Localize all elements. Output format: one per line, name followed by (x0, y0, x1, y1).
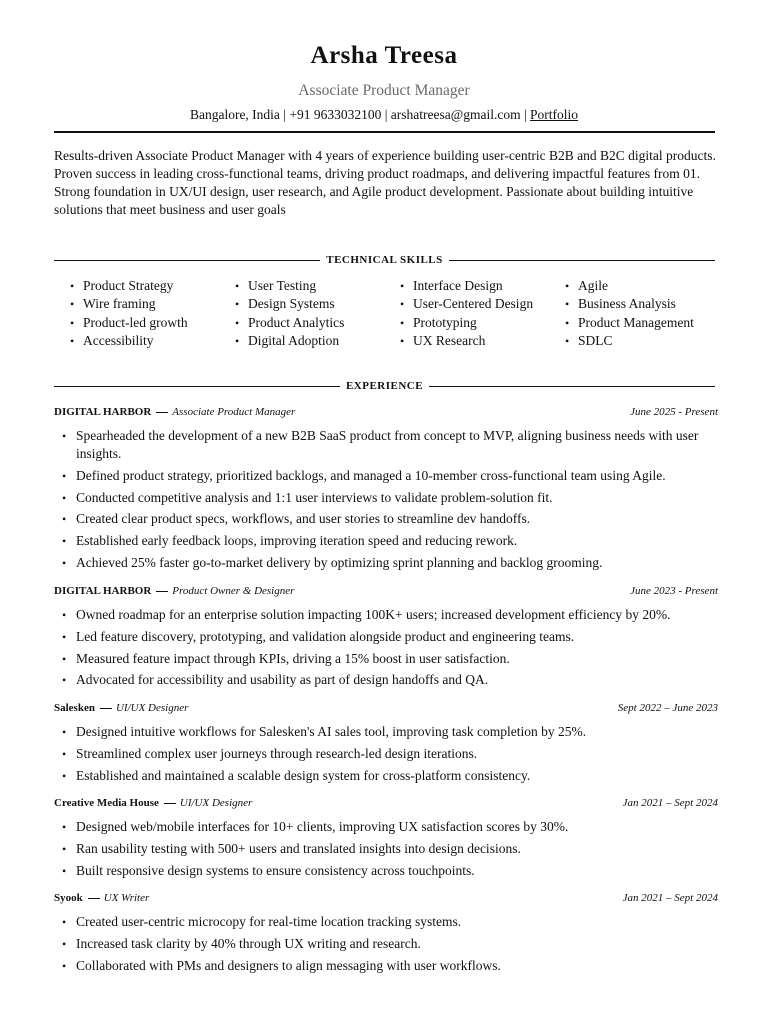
job-title: Associate Product Manager (172, 406, 296, 418)
skill-item: • Product Management (565, 314, 715, 332)
skills-column-4 (565, 277, 715, 350)
skill-item: • UX Research (400, 332, 565, 350)
skill-item: • Wire framing (70, 295, 235, 313)
job-bullet: • Advocated for accessibility and usability as part of design handoffs and QA. (54, 671, 718, 689)
job-company: DIGITAL HARBOR (54, 406, 152, 418)
job-bullet: • Designed intuitive workflows for Salesken's AI sales tool, improving task completion by 25%. (54, 723, 718, 741)
skill-item: • User Testing (235, 277, 400, 295)
skill-item: • Digital Adoption (235, 332, 400, 350)
job-bullet: • Defined product strategy, prioritized backlogs, and managed a 10-member cross-functional team using Agile. (54, 467, 718, 485)
job-bullet: • Collaborated with PMs and designers to align messaging with user workflows. (54, 957, 718, 975)
section-rule-right (429, 386, 715, 387)
job-bullet: • Owned roadmap for an enterprise solution impacting 100K+ users; increased development efficiency by 20%. (54, 606, 718, 624)
section-rule-left (54, 386, 340, 387)
job-dash (88, 898, 100, 899)
job-header (54, 405, 718, 423)
job-bullets (54, 606, 718, 689)
job-bullet: • Spearheaded the development of a new B2B SaaS product from concept to MVP, aligning business needs with user insights. (54, 427, 718, 463)
job-dash (164, 803, 176, 804)
skills-column-2 (235, 277, 400, 350)
job-bullet: • Created user-centric microcopy for real-time location tracking systems. (54, 913, 718, 931)
skill-item: • Design Systems (235, 295, 400, 313)
skill-item: • Product Strategy (70, 277, 235, 295)
job-dates: June 2025 - Present (630, 406, 718, 418)
summary-paragraph: Results-driven Associate Product Manager with 4 years of experience building user-centric B2B and B2C digital products. Proven success in leading cross-functional teams, driving product roadmaps, and delivering impactful features from 01. Strong foundation in UX/UI design, user research, and Agile product development. Passionate about building intuitive solutions that meet business and user goals (54, 148, 716, 217)
skills-column-3 (400, 277, 565, 350)
job-header (54, 796, 718, 814)
header-divider (54, 131, 715, 133)
job-bullet: • Designed web/mobile interfaces for 10+ clients, improving UX satisfaction scores by 30%. (54, 818, 718, 836)
skill-item: • Accessibility (70, 332, 235, 350)
skill-item: • SDLC (565, 332, 715, 350)
skill-item: • Interface Design (400, 277, 565, 295)
job-dash (156, 412, 168, 413)
candidate-name: Arsha Treesa (310, 42, 458, 69)
skills-section-header (54, 254, 715, 266)
section-rule-right (449, 260, 715, 261)
experience-section-header (54, 380, 715, 392)
job-title: UI/UX Designer (115, 702, 189, 714)
job-entry-salesken (54, 701, 718, 788)
job-bullet: • Achieved 25% faster go-to-market delivery by optimizing sprint planning and backlog grooming. (54, 554, 718, 572)
job-bullet: • Measured feature impact through KPIs, driving a 15% boost in user satisfaction. (54, 650, 718, 668)
job-company: Syook (54, 892, 83, 904)
job-entry-syook (54, 891, 718, 978)
job-title: UX Writer (103, 892, 150, 904)
job-bullet: • Established and maintained a scalable design system for cross-platform consistency. (54, 767, 718, 785)
job-entry-digital-harbor-apm (54, 405, 718, 576)
job-bullet: • Established early feedback loops, improving iteration speed and reducing rework. (54, 532, 718, 550)
contact-line (0, 107, 768, 123)
job-header (54, 891, 718, 909)
job-header (54, 701, 718, 719)
candidate-role: Associate Product Manager (298, 82, 470, 99)
skills-grid (70, 277, 720, 350)
portfolio-link[interactable]: Portfolio (530, 107, 579, 122)
job-title: UI/UX Designer (179, 797, 253, 809)
job-bullets (54, 723, 718, 785)
job-bullets (54, 427, 718, 572)
job-bullet: • Led feature discovery, prototyping, and validation alongside product and engineering teams. (54, 628, 718, 646)
job-dash (100, 708, 112, 709)
skills-section-title: TECHNICAL SKILLS (326, 254, 443, 266)
job-bullet: • Built responsive design systems to ensure consistency across touchpoints. (54, 862, 718, 880)
job-company: DIGITAL HARBOR (54, 585, 152, 597)
skill-item: • Prototyping (400, 314, 565, 332)
job-dates: June 2023 - Present (630, 585, 718, 597)
skill-item: • Product-led growth (70, 314, 235, 332)
job-company: Salesken (54, 702, 95, 714)
skill-item: • Business Analysis (565, 295, 715, 313)
job-entry-digital-harbor-po (54, 584, 718, 693)
job-bullet: • Ran usability testing with 500+ users and translated insights into design decisions. (54, 840, 718, 858)
job-bullet: • Increased task clarity by 40% through UX writing and research. (54, 935, 718, 953)
job-bullets (54, 818, 718, 880)
contact-details: Bangalore, India | +91 9633032100 | arshatreesa@gmail.com | (189, 107, 531, 122)
section-rule-left (54, 260, 320, 261)
skill-item: • Agile (565, 277, 715, 295)
skill-item: • User-Centered Design (400, 295, 565, 313)
skills-column-1 (70, 277, 235, 350)
experience-section-title: EXPERIENCE (345, 380, 424, 392)
job-dates: Jan 2021 – Sept 2024 (622, 797, 718, 809)
job-company: Creative Media House (54, 797, 159, 809)
job-bullet: • Created clear product specs, workflows, and user stories to streamline dev handoffs. (54, 510, 718, 528)
skill-item: • Product Analytics (235, 314, 400, 332)
job-bullets (54, 913, 718, 975)
job-entry-creative-media-house (54, 796, 718, 883)
job-bullet: • Conducted competitive analysis and 1:1 user interviews to validate problem-solution fit. (54, 489, 718, 507)
job-title: Product Owner & Designer (172, 585, 295, 597)
job-bullet: • Streamlined complex user journeys through research-led design iterations. (54, 745, 718, 763)
job-dates: Jan 2021 – Sept 2024 (622, 892, 718, 904)
job-dates: Sept 2022 – June 2023 (617, 702, 718, 714)
job-dash (156, 591, 168, 592)
job-header (54, 584, 718, 602)
